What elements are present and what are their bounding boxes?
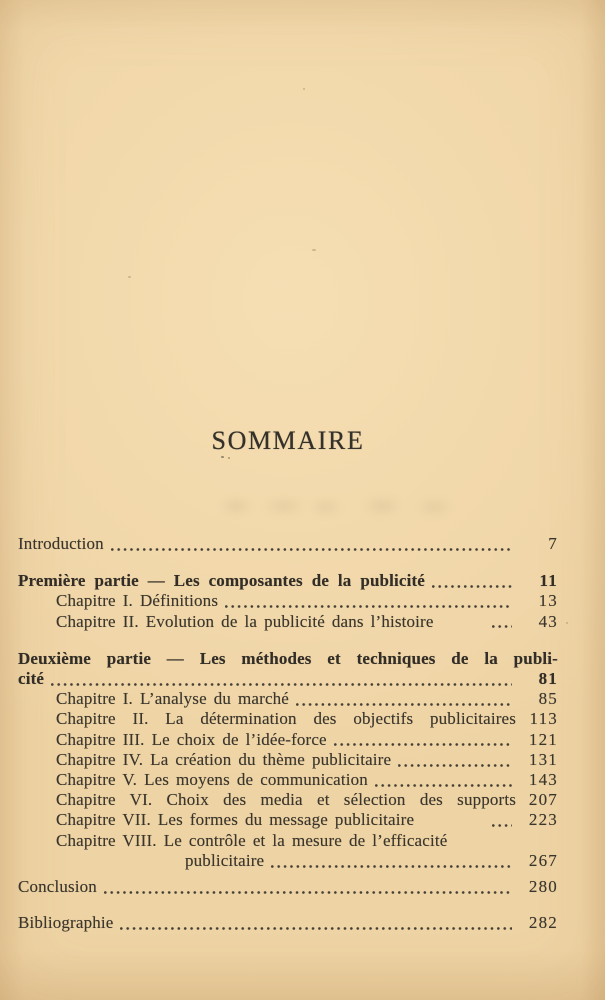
page-number: 131 xyxy=(528,749,558,769)
toc-row xyxy=(18,571,558,591)
dot-leader xyxy=(398,764,512,767)
toc-row xyxy=(18,790,558,810)
dot-leader xyxy=(271,865,512,868)
toc-entry-label: Chapitre VII. Les formes du message publicitaire xyxy=(56,810,415,830)
toc-entry-label: Première partie — Les composantes de la publicité xyxy=(18,571,425,591)
toc-entry-label: Chapitre VIII. Le contrôle et la mesure de l’efficacité xyxy=(56,830,448,850)
toc-row xyxy=(18,689,558,709)
toc-row xyxy=(18,770,558,790)
toc-row xyxy=(18,534,558,554)
toc-entry-label: cité xyxy=(18,669,45,689)
toc-row xyxy=(18,913,558,933)
paper-speck xyxy=(228,457,230,459)
toc-row xyxy=(18,669,558,689)
toc-entry-label: Chapitre VI. Choix des media et sélection des supports xyxy=(56,790,516,810)
toc-row xyxy=(18,612,558,632)
toc-entry-label: Chapitre II. La détermination des objectifs publicitaires xyxy=(56,709,516,729)
toc-row xyxy=(18,750,558,770)
toc-row xyxy=(18,877,558,897)
toc-row xyxy=(18,649,558,669)
page-number: 81 xyxy=(538,669,558,689)
dot-leader xyxy=(225,605,512,608)
paper-speck xyxy=(566,622,568,624)
page-number: 207 xyxy=(528,790,558,810)
toc-row xyxy=(18,591,558,611)
toc-row xyxy=(18,831,558,851)
toc-entry-label: Deuxième partie — Les méthodes et techniques de la publi- xyxy=(18,648,558,668)
dot-leader xyxy=(104,891,512,894)
toc-entry-label: Bibliographie xyxy=(18,913,114,933)
dot-leader xyxy=(296,703,512,706)
toc-entry-label: Chapitre IV. La création du thème publicitaire xyxy=(56,749,392,769)
page-number: 43 xyxy=(538,611,558,631)
dot-leader xyxy=(120,927,512,930)
dot-leader xyxy=(492,625,512,628)
paper-speck xyxy=(312,249,316,251)
page-number: 267 xyxy=(528,850,558,870)
toc-row xyxy=(18,730,558,750)
page-number: 280 xyxy=(528,877,558,897)
paper-speck xyxy=(221,456,224,458)
toc-entry-label: Chapitre II. Evolution de la publicité dans l’histoire xyxy=(56,611,434,631)
toc-row xyxy=(18,851,558,871)
paper-speck xyxy=(303,88,305,90)
page-number: 7 xyxy=(548,534,558,553)
toc-entry-label: Chapitre V. Les moyens de communication xyxy=(56,770,368,790)
toc-entry-label: Chapitre I. Définitions xyxy=(56,591,219,611)
dot-leader xyxy=(51,683,512,686)
toc-entry-label: Chapitre III. Le choix de l’idée-force xyxy=(56,729,327,749)
page-number: 11 xyxy=(539,571,558,591)
page-number: 223 xyxy=(528,810,558,830)
page-number: 85 xyxy=(538,689,558,709)
dot-leader xyxy=(432,585,512,588)
table-of-contents xyxy=(18,534,558,933)
paper-speck xyxy=(128,276,131,278)
dot-leader xyxy=(111,548,512,551)
toc-entry-label: publicitaire xyxy=(185,850,265,870)
page-number: 121 xyxy=(528,729,558,749)
page-number: 143 xyxy=(528,770,558,790)
toc-entry-label: Chapitre I. L’analyse du marché xyxy=(56,689,289,709)
show-through-artifact xyxy=(200,482,478,530)
page-number: 113 xyxy=(529,709,558,729)
dot-leader xyxy=(375,784,512,787)
toc-entry-label: Introduction xyxy=(18,534,104,553)
toc-row xyxy=(18,810,558,830)
page-number: 13 xyxy=(538,591,558,611)
toc-entry-label: Conclusion xyxy=(18,877,97,897)
page-title: SOMMAIRE xyxy=(211,426,365,455)
dot-leader xyxy=(492,824,512,827)
page-number: 282 xyxy=(528,913,558,933)
toc-row xyxy=(18,709,558,729)
dot-leader xyxy=(334,743,512,746)
